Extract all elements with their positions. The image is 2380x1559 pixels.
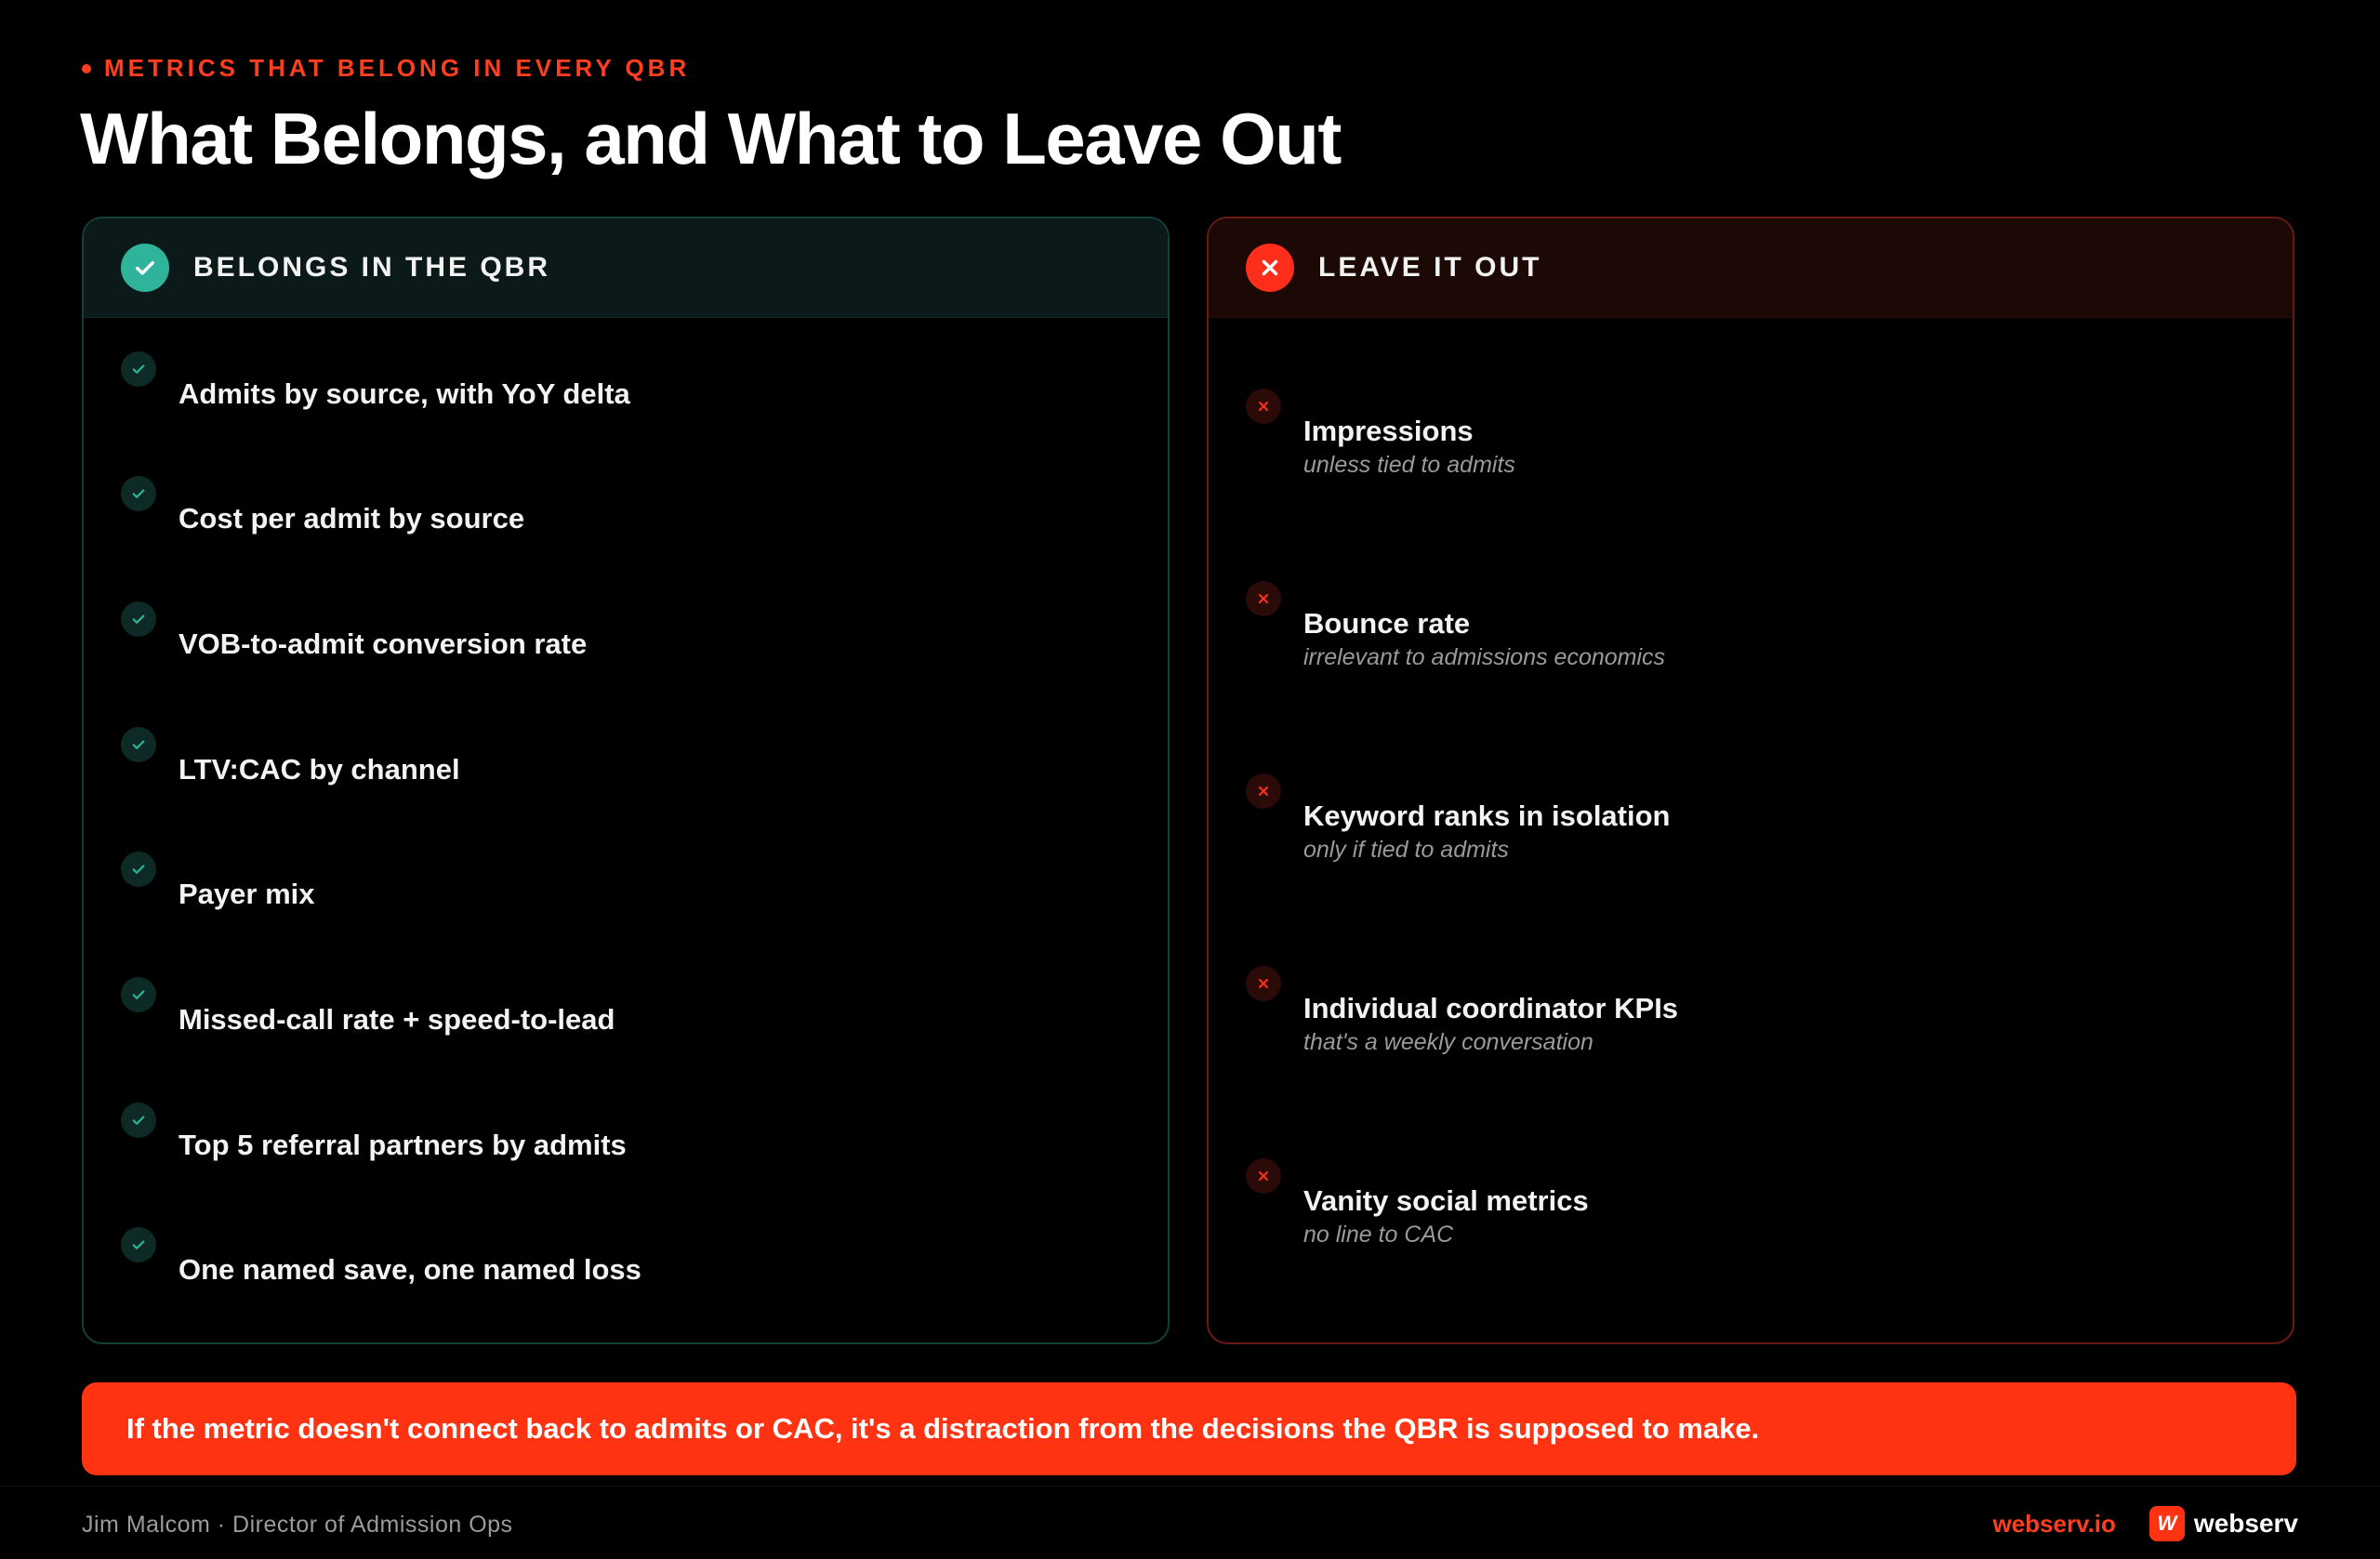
brand-logo bbox=[2149, 1506, 2298, 1541]
list-item bbox=[1246, 389, 2250, 491]
list-item bbox=[121, 977, 1125, 1051]
list-item-label: Missed-call rate + speed-to-lead bbox=[178, 1003, 615, 1036]
page-title: What Belongs, and What to Leave Out bbox=[80, 98, 1341, 179]
eyebrow-dot-icon bbox=[82, 64, 91, 73]
x-icon bbox=[1246, 966, 1281, 1001]
list-item bbox=[1246, 966, 2250, 1068]
eyebrow-label: METRICS THAT BELONG IN EVERY QBR bbox=[104, 54, 691, 82]
list-item bbox=[1246, 581, 2250, 683]
x-circle-icon bbox=[1246, 244, 1294, 292]
leave-out-panel bbox=[1207, 217, 2294, 1344]
list-item-label: Payer mix bbox=[178, 878, 315, 910]
list-item bbox=[121, 1227, 1125, 1301]
list-item-label: Bounce rate bbox=[1303, 607, 1471, 640]
list-item-label: Impressions bbox=[1303, 415, 1474, 447]
list-item-label: LTV:CAC by channel bbox=[178, 753, 460, 786]
list-item bbox=[121, 476, 1125, 550]
list-item-label: Vanity social metrics bbox=[1303, 1184, 1589, 1217]
list-item bbox=[121, 601, 1125, 676]
x-icon bbox=[1246, 1158, 1281, 1194]
callout-text: If the metric doesn't connect back to admits or CAC, it's a distraction from the decisions the QBR is supposed to make. bbox=[126, 1412, 1760, 1445]
check-icon bbox=[121, 1103, 156, 1138]
belongs-panel bbox=[82, 217, 1170, 1344]
list-item-label: VOB-to-admit conversion rate bbox=[178, 628, 588, 660]
list-item bbox=[121, 852, 1125, 926]
check-circle-icon bbox=[121, 244, 169, 292]
list-item-note: only if tied to admits bbox=[1303, 837, 1509, 863]
belongs-header-label: BELONGS IN THE QBR bbox=[193, 252, 551, 283]
list-item bbox=[1246, 773, 2250, 876]
x-icon bbox=[1246, 581, 1281, 616]
check-icon bbox=[121, 977, 156, 1012]
list-item-label: One named save, one named loss bbox=[178, 1253, 641, 1286]
check-icon bbox=[121, 1227, 156, 1262]
list-item bbox=[121, 1103, 1125, 1177]
leave-out-panel-header bbox=[1209, 218, 2293, 318]
footer-author: Jim Malcom · Director of Admission Ops bbox=[82, 1512, 513, 1538]
check-icon bbox=[121, 476, 156, 511]
list-item bbox=[121, 351, 1125, 426]
leave-out-header-label: LEAVE IT OUT bbox=[1318, 252, 1542, 283]
check-icon bbox=[121, 601, 156, 637]
belongs-panel-header bbox=[84, 218, 1168, 318]
list-item-note: no line to CAC bbox=[1303, 1222, 1454, 1248]
list-item bbox=[1246, 1158, 2250, 1261]
list-item-label: Admits by source, with YoY delta bbox=[178, 377, 630, 410]
list-item-note: unless tied to admits bbox=[1303, 452, 1515, 478]
list-item-label: Top 5 referral partners by admits bbox=[178, 1129, 627, 1161]
footer-brand-area bbox=[1992, 1506, 2298, 1541]
website-link[interactable]: webserv.io bbox=[1992, 1509, 2116, 1538]
check-icon bbox=[121, 727, 156, 762]
brand-mark-icon: W bbox=[2149, 1506, 2185, 1541]
eyebrow bbox=[82, 54, 690, 83]
x-icon bbox=[1246, 389, 1281, 424]
list-item bbox=[121, 727, 1125, 801]
x-icon bbox=[1246, 773, 1281, 809]
list-item-label: Individual coordinator KPIs bbox=[1303, 992, 1679, 1024]
check-icon bbox=[121, 852, 156, 887]
list-item-note: that's a weekly conversation bbox=[1303, 1029, 1593, 1055]
list-item-label: Cost per admit by source bbox=[178, 502, 525, 535]
list-item-label: Keyword ranks in isolation bbox=[1303, 799, 1671, 832]
check-icon bbox=[121, 351, 156, 387]
brand-name: webserv bbox=[2193, 1509, 2298, 1538]
list-item-note: irrelevant to admissions economics bbox=[1303, 644, 1666, 670]
callout-banner bbox=[82, 1382, 2296, 1475]
